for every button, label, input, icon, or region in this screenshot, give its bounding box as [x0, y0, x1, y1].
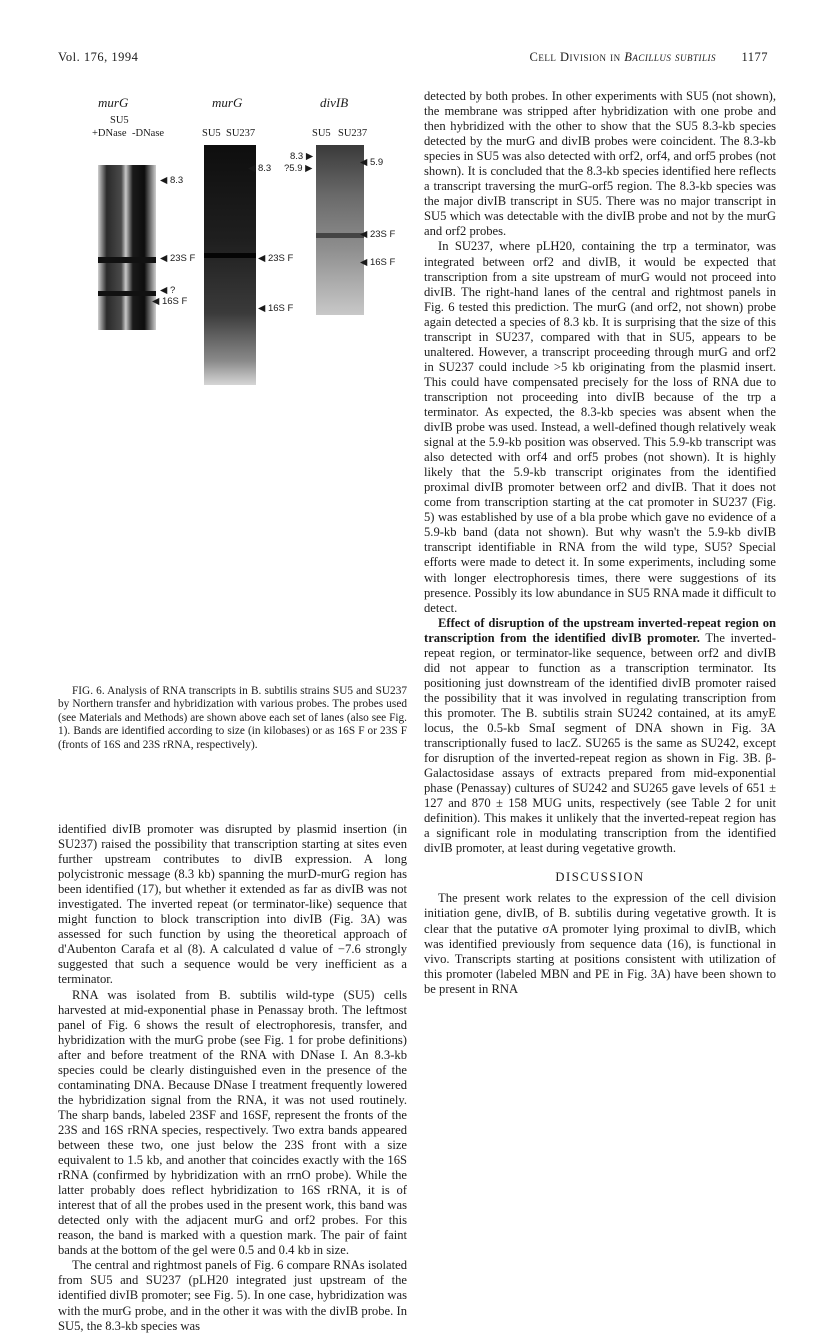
- panel2-band-23s: [204, 253, 256, 258]
- paragraph: detected by both probes. In other experiments with SU5 (not shown), the membrane was stripped after hybridization with one probe and then hybridized with the other to show that the SU5 8.3-kb species detected by the murG and divIB probes were coincident. The 8.3-kb species in SU5 was also detected with orf2, orf4, and orf5 probes (not shown). It is concluded that the 8.3-kb species identified here reflects a transcript traversing the murG-orf5 region. The 8.3-kb species was the major divIB transcript in SU5. There was no major transcript in SU5 which was detectable with the divIB probe and not by the murG and orf2 probes.: [424, 89, 776, 239]
- panel3-probe-label: divIB: [320, 95, 349, 110]
- paragraph: RNA was isolated from B. subtilis wild-type (SU5) cells harvested at mid-exponential phase in Penassay broth. The leftmost panel of Fig. 6 shows the result of electrophoresis, transfer, and hybridization with the murG probe (see Fig. 1 for probe definitions) after and before treatment of the RNA with DNase I. An 8.3-kb species could be clearly distinguished even in the presence of the contaminating DNA. Because DNase I treatment frequently lowered the hybridization signal from the RNA, it was not used routinely. The sharp bands, labeled 23SF and 16SF, represent the fronts of the 23S and 16S rRNA species, respectively. Two extra bands appeared between these two, one just below the 23S front with a size equivalent to 1.5 kb, and another that coincides exactly with the 16S rRNA (confirmed by hybridization with an rrnO probe). While the latter probably does reflect hybridization to 16S rRNA, it is of interest that of all the probes used in the present work, this band was detected only with the adjacent murG and orf2 probes. For this reason, the band is marked with a question mark. The pair of faint bands at the bottom of the gel were 0.5 and 0.4 kb in size.: [58, 987, 407, 1258]
- right-column: [424, 89, 776, 997]
- arrow-icon: ◀: [160, 285, 168, 296]
- panel1-marker-23s: 23S F: [169, 253, 196, 264]
- panel2-marker-8.3: 8.3: [257, 163, 272, 174]
- panel2-marker-16s: 16S F: [267, 303, 294, 314]
- running-title: Cell Division in Bacillus subtilis: [529, 50, 716, 64]
- section-text: The inverted-repeat region, or terminator-like sequence, between orf2 and divIB did not appear to function as a transcription terminator. Its positioning just downstream of the identified divIB promoter raised the possibility that it was involved in regulating transcription from this promoter. The B. subtilis strain SU242 contained, at its amyE locus, the 0.5-kb SmaI segment of DNA shown in Fig. 3A transcriptionally fused to lacZ. SU265 is the same as SU242, except for disruption of the inverted-repeat region as shown in Fig. 3B. β-Galactosidase assays of extracts prepared from mid-exponential phase (Penassay) cultures of SU242 and SU265 gave levels of 651 ± 127 and 870 ± 158 MUG units, respectively (see Table 2 for unit definition). This makes it unlikely that the inverted-repeat region has a significant role in modulating transcription from the identified divIB promoter, at least during vegetative growth.: [424, 630, 777, 856]
- paragraph: The central and rightmost panels of Fig. 6 compare RNAs isolated from SU5 and SU237 (pLH20 integrated just upstream of the identified divIB promoter; see Fig. 5). In one case, hybridization was with the murG probe, and in the other it was with the divIB probe. In SU5, the 8.3-kb species was: [58, 1258, 407, 1333]
- arrow-icon: ◀: [152, 296, 160, 307]
- arrow-icon: ◀: [360, 257, 368, 268]
- paragraph: In SU237, where pLH20, containing the trp a terminator, was integrated between orf2 and divIB, it would be expected that transcription from a site upstream of murG would not proceed into divIB. The right-hand lanes of the central and rightmost panels in Fig. 6 tested this prediction. The murG (and orf2, not shown) probe again detected a species of 8.3 kb. It is surprising that the size of this transcript in SU237, compared with that in SU5, appears to be unaltered. However, a transcript proceeding through murG and orf2 in SU237 could include >5 kb originating from the plasmid insert. This could have compensated precisely for the loss of RNA due to transcription not proceeding into divIB because of the trp a terminator. As expected, the 8.3-kb species was absent when the divIB probe was used. Instead, a well-defined though relatively weak signal at the 5.9-kb position was observed. This 5.9-kb transcript was also detected with orf4 and orf5 probes (not shown). It is highly likely that the 5.9-kb transcript originates from the identified proximal divIB promoter between orf2 and divIB. That it does not come from transcription starting at the cat promoter in SU237 (Fig. 5) was established by use of a bla probe which gave no evidence of a 5.9-kb band (data not shown). But why wasn't the 5.9-kb divIB transcript identifiable in RNA from the wild type, SU5? Special efforts were made to detect it. In some experiments, including some with longer electrophoresis times, there were suggestions of its presence. Possibly its low abundance in SU5 RNA made it difficult to detect.: [424, 239, 776, 615]
- panel3-marker-left-8.3: 8.3: [290, 151, 304, 162]
- arrow-icon: ◀: [248, 163, 256, 174]
- arrow-right-icon: ▶: [305, 163, 313, 174]
- panel3-band-23s: [316, 233, 364, 238]
- panel2-lane2-label: SU237: [226, 128, 256, 139]
- panel1-lane1-label: +DNase: [92, 128, 127, 139]
- panel1-blot: [98, 165, 156, 330]
- panel1-lane2-label: -DNase: [132, 128, 165, 139]
- panel2-probe-label: murG: [212, 95, 243, 110]
- page-number: 1177: [741, 50, 768, 64]
- panel1-strain-label: SU5: [110, 115, 129, 126]
- figure-caption: [58, 685, 407, 752]
- panel3-marker-23s: 23S F: [369, 229, 396, 240]
- panel2-blot: [204, 145, 256, 385]
- panel2-lane1-label: SU5: [202, 128, 221, 139]
- caption-text: FIG. 6. Analysis of RNA transcripts in B. subtilis strains SU5 and SU237 by Northern transfer and hybridization with various probes. The probes used (see Materials and Methods) are shown above each set of lanes (also see Fig. 1). Bands are identified according to size (in kilobases) or as 16S F or 23S F (fronts of 16S and 23S rRNA, respectively).: [58, 685, 407, 751]
- panel1-probe-label: murG: [98, 95, 129, 110]
- arrow-icon: ◀: [160, 175, 168, 186]
- panel3-marker-5.9: 5.9: [369, 157, 384, 168]
- figure-6: [90, 95, 410, 535]
- panel2-marker-23s: 23S F: [267, 253, 294, 264]
- volume-label: Vol. 176, 1994: [58, 50, 139, 64]
- panel3-lane1-label: SU5: [312, 128, 331, 139]
- discussion-heading: DISCUSSION: [555, 870, 645, 885]
- arrow-icon: ◀: [258, 253, 266, 264]
- panel3-marker-left-5.9: ?5.9: [284, 163, 303, 174]
- section-paragraph: [424, 616, 776, 857]
- panel3-lane2-label: SU237: [338, 128, 368, 139]
- arrow-right-icon: ▶: [305, 151, 314, 162]
- paragraph: identified divIB promoter was disrupted by plasmid insertion (in SU237) raised the possibility that transcription starting at sites even further upstream contributes to divIB expression. A long polycistronic message (8.3 kb) spanning the murD-murG region has been identified (17), but whether it extended as far as divIB was not investigated. The inverted repeat (or terminator-like) sequence that might function to block transcription into divIB (Fig. 3A) was assessed for such function by using the theoretical approach of d'Aubenton Carafa et al (8). A calculated d value of −7.6 strongly suggested that such a sequence would be very inefficient as a terminator.: [58, 822, 407, 987]
- panel3-marker-16s: 16S F: [369, 257, 396, 268]
- running-header: [58, 50, 768, 66]
- arrow-icon: ◀: [258, 303, 266, 314]
- arrow-icon: ◀: [360, 157, 368, 168]
- section-runin-heading: Effect of disruption of the upstream inverted-repeat region on transcription from the identified divIB promoter.: [424, 615, 776, 645]
- panel1-marker-16s: 16S F: [161, 296, 188, 307]
- arrow-icon: ◀: [160, 253, 168, 264]
- panel3-blot: [316, 145, 364, 315]
- panel1-marker-8.3: 8.3: [169, 175, 184, 186]
- panel1-marker-question: ?: [169, 285, 176, 296]
- panel1-band-16s: [98, 291, 156, 296]
- paragraph: The present work relates to the expression of the cell division initiation gene, divIB, of B. subtilis during vegetative growth. It is clear that the putative σA promoter lying proximal to divIB, which was identified previously from sequence data (16), is functional in vivo. Transcripts starting at positions consistent with utilization of this promoter (labeled MBN and PE in Fig. 3A) have been shown to be present in RNA: [424, 891, 776, 996]
- left-column: [58, 822, 407, 1334]
- panel1-band-23s: [98, 257, 156, 263]
- arrow-icon: ◀: [360, 229, 368, 240]
